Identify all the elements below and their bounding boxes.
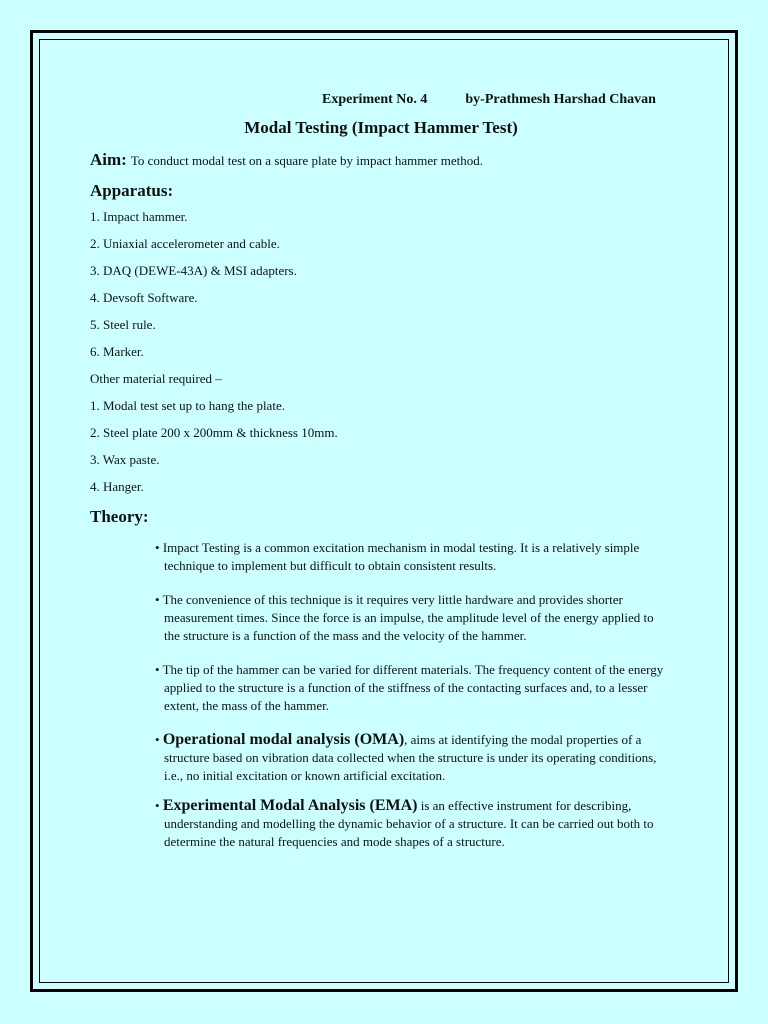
- oma-text: , aims at identifying the modal properties of a structure based on vibration data collected when the structure is under its operating conditions, i.e., no initial excitation or known artificial excitation.: [164, 732, 657, 783]
- theory-bullet-ema: • Experimental Modal Analysis (EMA) is an effective instrument for describing, understanding and modelling the dynamic behavior of a structure. It can be carried out both to determine the natural frequencies and mode shapes of a structure.: [155, 797, 654, 849]
- theory-bullet-oma: • Operational modal analysis (OMA), aims at identifying the modal properties of a structure based on vibration data collected when the structure is under its operating conditions, i.e., no initial excitation or known artificial excitation.: [155, 731, 657, 783]
- other-material-item: 3. Wax paste.: [90, 452, 160, 467]
- theory-bullet: • Impact Testing is a common excitation mechanism in modal testing. It is a relatively simple technique to implement but difficult to obtain consistent results.: [155, 540, 640, 573]
- other-material-item: 2. Steel plate 200 x 200mm & thickness 10mm.: [90, 425, 338, 440]
- apparatus-item: 6. Marker.: [90, 344, 144, 359]
- apparatus-item: 1. Impact hammer.: [90, 209, 188, 224]
- other-material-item: 4. Hanger.: [90, 479, 144, 494]
- header-line: [322, 92, 680, 108]
- other-material-label: Other material required –: [90, 371, 222, 386]
- theory-bullet-text: The tip of the hammer can be varied for different materials. The frequency content of the energy applied to the structure is a function of the stiffness of the contacting surfaces and, to a lesser extent, the mass of the hammer.: [162, 662, 664, 713]
- theory-heading: Theory:: [90, 507, 149, 526]
- document-body: [90, 92, 680, 863]
- ema-text: is an effective instrument for describing, understanding and modelling the dynamic behavior of a structure. It can be carried out both to determine the natural frequencies and mode shapes of a structure.: [164, 798, 654, 849]
- aim-section: [90, 150, 680, 170]
- document-title: Modal Testing (Impact Hammer Test): [244, 118, 518, 137]
- aim-text: To conduct modal test on a square plate by impact hammer method.: [130, 153, 483, 168]
- other-material-item: 1. Modal test set up to hang the plate.: [90, 398, 285, 413]
- apparatus-item: 4. Devsoft Software.: [90, 290, 198, 305]
- theory-bullet-text: The convenience of this technique is it requires very little hardware and provides shorter measurement times. Since the force is an impulse, the amplitude level of the energy applied to the structure is a function of the mass and the velocity of the hammer.: [162, 592, 654, 643]
- apparatus-item: 3. DAQ (DEWE-43A) & MSI adapters.: [90, 263, 297, 278]
- aim-label: Aim:: [90, 150, 127, 169]
- apparatus-item: 5. Steel rule.: [90, 317, 156, 332]
- apparatus-list: [90, 208, 680, 496]
- theory-bullet-text: Impact Testing is a common excitation mechanism in modal testing. It is a relatively simple technique to implement but difficult to obtain consistent results.: [162, 540, 640, 573]
- apparatus-item: 2. Uniaxial accelerometer and cable.: [90, 236, 280, 251]
- theory-bullets: [142, 539, 672, 851]
- theory-bullet: • The convenience of this technique is it requires very little hardware and provides shorter measurement times. Since the force is an impulse, the amplitude level of the energy applied to the structure is a function of the mass and the velocity of the hammer.: [155, 592, 654, 643]
- oma-term: Operational modal analysis (OMA): [162, 731, 405, 748]
- ema-term: Experimental Modal Analysis (EMA): [162, 797, 418, 814]
- theory-bullet: • The tip of the hammer can be varied for different materials. The frequency content of the energy applied to the structure is a function of the stiffness of the contacting surfaces and, to a lesser extent, the mass of the hammer.: [155, 662, 664, 713]
- experiment-number: Experiment No. 4: [322, 92, 428, 107]
- apparatus-heading: Apparatus:: [90, 181, 174, 200]
- author-name: by-Prathmesh Harshad Chavan: [465, 92, 656, 107]
